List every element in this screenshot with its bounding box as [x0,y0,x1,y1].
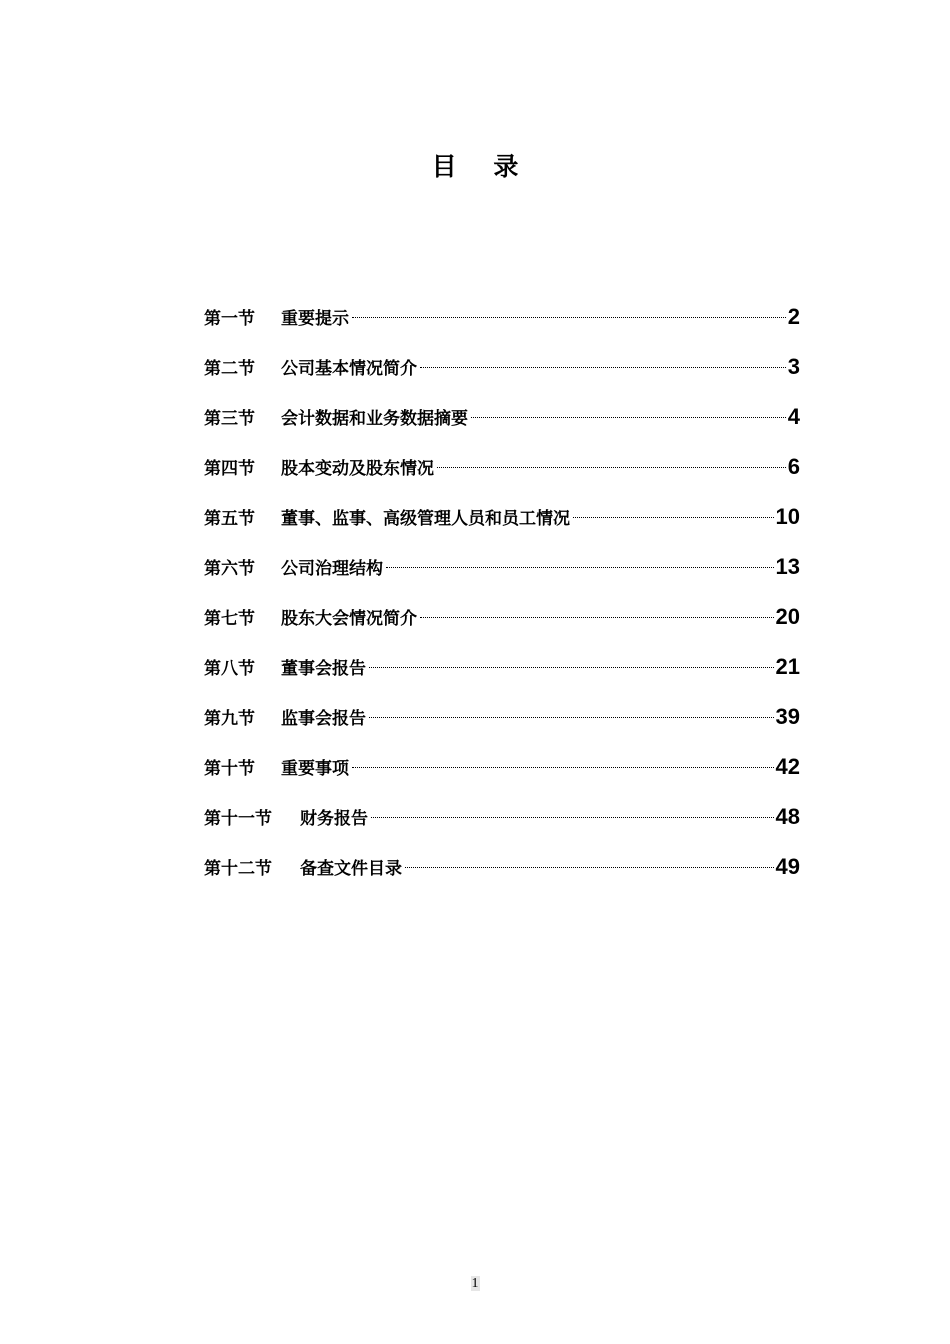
toc-page-number: 2 [787,304,800,329]
toc-section-number: 第八节 [204,659,255,679]
toc-section-title: 股东大会情况简介 [281,609,417,629]
toc-entry[interactable] [204,350,800,400]
toc-section-title: 董事、监事、高级管理人员和员工情况 [281,509,570,529]
toc-entry[interactable] [204,750,800,800]
toc-leader-dots [405,867,774,868]
toc-section-title: 财务报告 [300,809,368,829]
toc-entry[interactable] [204,400,800,450]
toc-leader-dots [420,367,786,368]
toc-entry[interactable] [204,450,800,500]
toc-entry[interactable] [204,700,800,750]
toc-leader-dots [369,717,774,718]
toc-section-title: 重要事项 [281,759,349,779]
toc-section-number: 第六节 [204,559,255,579]
toc-section-number: 第五节 [204,509,255,529]
toc-page-number: 4 [787,404,800,429]
toc-page-number: 42 [775,754,800,779]
toc-page-number: 6 [787,454,800,479]
toc-leader-dots [420,617,774,618]
toc-leader-dots [386,567,774,568]
toc-section-number: 第三节 [204,409,255,429]
toc-page-number: 21 [775,654,800,679]
toc-entry[interactable] [204,550,800,600]
toc-section-title: 股本变动及股东情况 [281,459,434,479]
toc-entry[interactable] [204,500,800,550]
toc-page-number: 49 [775,854,800,879]
toc-section-number: 第十节 [204,759,255,779]
toc-section-title: 公司基本情况简介 [281,359,417,379]
toc-entry[interactable] [204,300,800,350]
toc-entry[interactable] [204,650,800,700]
toc-section-title: 会计数据和业务数据摘要 [281,409,468,429]
toc-page-number: 3 [787,354,800,379]
toc-entry[interactable] [204,850,800,900]
toc-page-number: 10 [775,504,800,529]
toc-page-number: 13 [775,554,800,579]
toc-section-number: 第十二节 [204,859,272,879]
toc-leader-dots [437,467,786,468]
table-of-contents [204,300,800,900]
toc-section-title: 备查文件目录 [300,859,402,879]
toc-leader-dots [471,417,786,418]
toc-leader-dots [352,767,774,768]
toc-title: 目 录 [431,152,533,181]
toc-page-number: 48 [775,804,800,829]
toc-page-number: 20 [775,604,800,629]
toc-section-number: 第七节 [204,609,255,629]
toc-section-title: 董事会报告 [281,659,366,679]
toc-leader-dots [352,317,786,318]
toc-section-title: 重要提示 [281,309,349,329]
toc-entry[interactable] [204,600,800,650]
toc-leader-dots [369,667,774,668]
toc-page-number: 39 [775,704,800,729]
footer-page-number [0,1276,950,1292]
toc-leader-dots [573,517,774,518]
toc-section-number: 第十一节 [204,809,272,829]
toc-section-number: 第一节 [204,309,255,329]
toc-section-number: 第四节 [204,459,255,479]
page-number-label: 1 [471,1276,479,1291]
toc-section-title: 监事会报告 [281,709,366,729]
toc-leader-dots [371,817,774,818]
toc-section-number: 第九节 [204,709,255,729]
toc-section-title: 公司治理结构 [281,559,383,579]
toc-section-number: 第二节 [204,359,255,379]
toc-entry[interactable] [204,800,800,850]
